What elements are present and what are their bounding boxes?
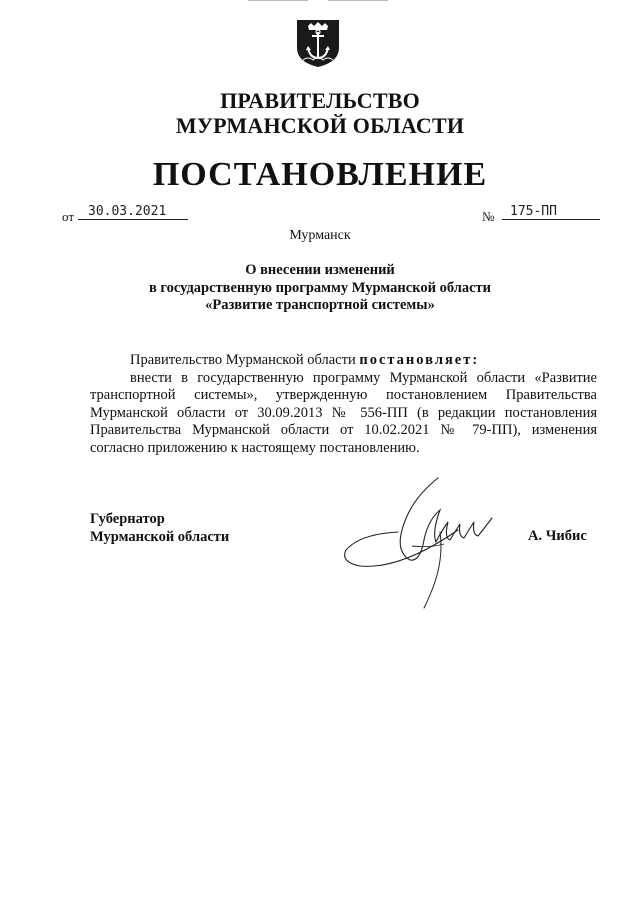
subject-line2: в государственную программу Мурманской области [148, 279, 492, 296]
subject-line3: «Развитие транспортной системы» [205, 297, 435, 313]
signer-name: А. Чибис [528, 528, 587, 544]
scan-artifact-line [328, 0, 388, 1]
number-value: 175-ПП [502, 204, 600, 220]
document-body [90, 352, 597, 457]
city: Мурманск [289, 228, 351, 243]
scan-artifact-line [248, 0, 308, 1]
number-label: № [482, 209, 495, 224]
signer-title-line1: Губернатор [90, 511, 165, 527]
subject-line1: О внесении изменений [245, 262, 395, 278]
date-value: 30.03.2021 [78, 204, 188, 220]
decree-intro-text: Правительство Мурманской области [130, 352, 356, 368]
government-title-line2: МУРМАНСКОЙ ОБЛАСТИ [175, 113, 465, 138]
coat-of-arms-icon [294, 18, 342, 68]
document-subject [0, 262, 640, 315]
signer-title-line2: Мурманской области [90, 528, 230, 545]
document-type-heading: ПОСТАНОВЛЕНИЕ [152, 156, 488, 193]
handwritten-signature [340, 470, 495, 610]
decree-intro [90, 352, 597, 370]
decree-word: постановляет: [359, 352, 480, 368]
decree-text: внести в государственную программу Мурманской области «Развитие транспортной системы», утвержденную постановлением Правительства Мурманской области от 30.09.2013 № 556-ПП (в редакции постановления Правительства Мурманской области от 10.02.2021 № 79-ПП), изменения согласно приложению к настоящему постановлению. [90, 369, 597, 456]
date-label: от [62, 209, 75, 224]
signer-title [90, 511, 229, 546]
government-title-line1: ПРАВИТЕЛЬСТВО [220, 88, 420, 113]
government-title [0, 88, 640, 138]
